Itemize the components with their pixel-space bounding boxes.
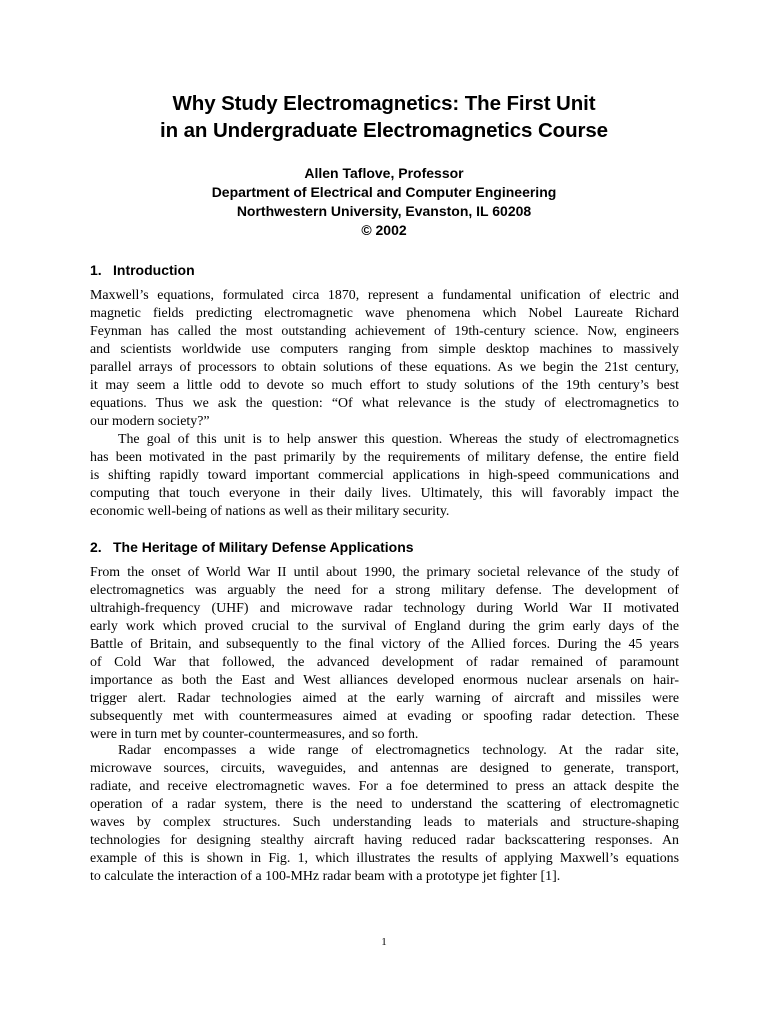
author-department: Department of Electrical and Computer Engineering (211, 184, 557, 200)
text-line: to calculate the interaction of a 100-MHz radar beam with a prototype jet fighter [1]. (90, 869, 561, 884)
text-line: trigger alert. Radar technologies aimed at the early warning of aircraft and missiles were (90, 691, 679, 706)
text-line: ultrahigh-frequency (UHF) and microwave radar technology during World War II motivated (90, 601, 679, 616)
text-line: is shifting rapidly toward important commercial applications in high-speed communications and (90, 468, 679, 483)
text-line: Maxwell’s equations, formulated circa 1870, represent a fundamental unification of electric and (90, 288, 679, 303)
section-title: The Heritage of Military Defense Applications (113, 539, 414, 555)
text-line: were in turn met by counter-countermeasures, and so forth. (90, 727, 419, 742)
text-line: microwave sources, circuits, waveguides, and antennas are designed to generate, transport, (90, 761, 679, 776)
paragraph (90, 431, 679, 521)
text-line: From the onset of World War II until about 1990, the primary societal relevance of the study of (90, 565, 679, 580)
text-line: The goal of this unit is to help answer this question. Whereas the study of electromagnetics (118, 432, 679, 447)
text-line: Feynman has called the most outstanding achievement of 19th-century science. Now, engineers (90, 324, 679, 339)
text-line: subsequently met with countermeasures aimed at evading or spoofing radar detection. These (90, 709, 679, 724)
section-number: 2. (90, 539, 102, 555)
author-name: Allen Taflove, Professor (304, 165, 464, 181)
text-line: parallel arrays of processors to obtain solutions of these equations. As we begin the 21st century, (90, 360, 679, 375)
paragraph (90, 287, 679, 431)
text-line: computing that touch everyone in their daily lives. Ultimately, this will favorably impact the (90, 486, 679, 501)
section-title: Introduction (113, 262, 195, 278)
paragraph (90, 742, 679, 886)
copyright-notice: © 2002 (361, 222, 407, 238)
text-line: operation of a radar system, there is the need to understand the scattering of electromagnetic (90, 797, 679, 812)
text-line: technologies for designing stealthy aircraft having reduced radar backscattering responses. An (90, 833, 679, 848)
text-line: and scientists worldwide use computers ranging from simple desktop machines to massively (90, 342, 679, 357)
text-line: importance as both the East and West alliances developed enormous nuclear arsenals on hair- (90, 673, 679, 688)
text-line: Radar encompasses a wide range of electromagnetics technology. At the radar site, (118, 743, 679, 758)
text-line: waves by complex structures. Such understanding leads to materials and structure-shaping (90, 815, 679, 830)
text-line: it may seem a little odd to devote so much effort to study solutions of the 19th century’s best (90, 378, 679, 393)
title-line: in an Undergraduate Electromagnetics Course (160, 119, 608, 142)
text-line: economic well-being of nations as well as their military security. (90, 504, 450, 519)
text-line: magnetic fields predicting electromagnetic wave phenomena which Nobel Laureate Richard (90, 306, 679, 321)
text-line: has been motivated in the past primarily by the requirements of military defense, the entire field (90, 450, 679, 465)
text-line: our modern society?” (90, 414, 210, 429)
text-line: Battle of Britain, and subsequently to the final victory of the Allied forces. During the 45 years (90, 637, 679, 652)
text-line: electromagnetics was arguably the need for a strong military defense. The development of (90, 583, 679, 598)
paper-title (60, 90, 708, 144)
paragraph (90, 564, 679, 744)
section-number: 1. (90, 262, 102, 278)
author-block (60, 164, 708, 240)
text-line: radiate, and receive electromagnetic waves. For a foe determined to press an attack despite the (90, 779, 679, 794)
title-line: Why Study Electromagnetics: The First Unit (172, 92, 596, 115)
page-number: 1 (381, 936, 387, 948)
text-line: of Cold War that followed, the advanced development of radar remained of paramount (90, 655, 679, 670)
author-institution: Northwestern University, Evanston, IL 60208 (236, 203, 532, 219)
section-heading-military-defense (90, 538, 414, 556)
text-line: early work which proved crucial to the survival of England during the grim early days of the (90, 619, 679, 634)
section-heading-introduction (90, 261, 195, 279)
text-line: equations. Thus we ask the question: “Of what relevance is the study of electromagnetics to (90, 396, 679, 411)
text-line: example of this is shown in Fig. 1, which illustrates the results of applying Maxwell’s equations (90, 851, 679, 866)
